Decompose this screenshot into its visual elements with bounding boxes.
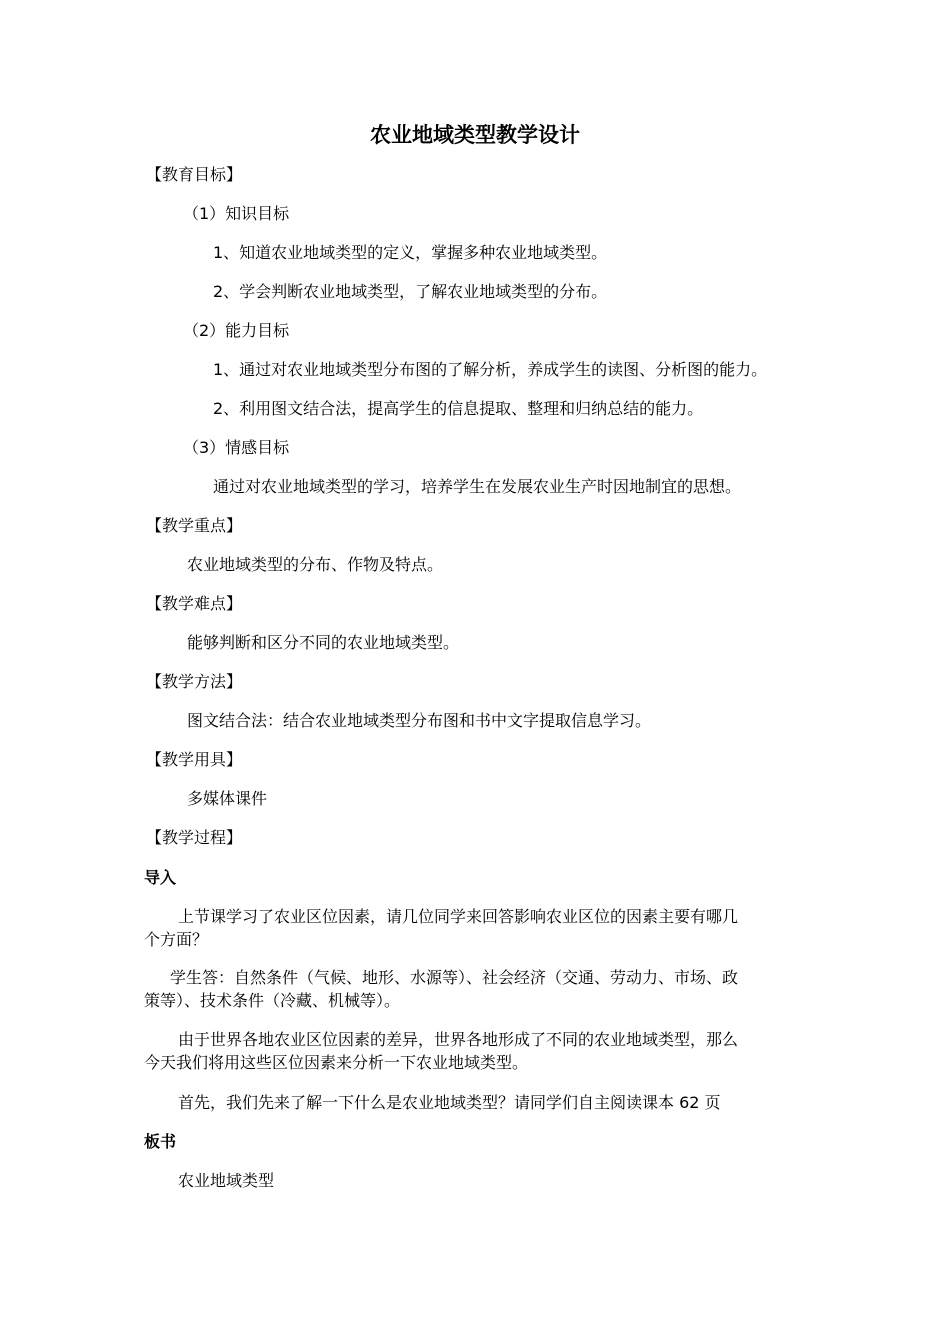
process-heading: 【教学过程】 xyxy=(146,828,243,847)
board-label: 板书 xyxy=(144,1132,177,1151)
difficulties-heading: 【教学难点】 xyxy=(146,594,243,613)
intro-paragraph-line: 策等）、技术条件（冷藏、机械等）。 xyxy=(144,991,401,1010)
intro-paragraph-line: 首先，我们先来了解一下什么是农业地域类型？请同学们自主阅读课本 62 页 xyxy=(178,1093,721,1112)
intro-paragraph-line: 今天我们将用这些区位因素来分析一下农业地域类型。 xyxy=(144,1053,529,1072)
emotion-objective-label: （3）情感目标 xyxy=(183,438,290,457)
tools-heading: 【教学用具】 xyxy=(146,750,243,769)
key-points-heading: 【教学重点】 xyxy=(146,516,243,535)
intro-paragraph-line: 学生答：自然条件（气候、地形、水源等）、社会经济（交通、劳动力、市场、政 xyxy=(170,968,739,987)
ability-objective-item: 2、利用图文结合法，提高学生的信息提取、整理和归纳总结的能力。 xyxy=(213,399,704,418)
knowledge-objective-label: （1）知识目标 xyxy=(183,204,290,223)
methods-text: 图文结合法：结合农业地域类型分布图和书中文字提取信息学习。 xyxy=(187,711,652,730)
intro-paragraph-line: 上节课学习了农业区位因素，请几位同学来回答影响农业区位的因素主要有哪几 xyxy=(178,907,739,926)
knowledge-objective-item: 1、知道农业地域类型的定义，掌握多种农业地域类型。 xyxy=(213,243,608,262)
intro-paragraph-line: 由于世界各地农业区位因素的差异，世界各地形成了不同的农业地域类型，那么 xyxy=(178,1030,739,1049)
methods-heading: 【教学方法】 xyxy=(146,672,243,691)
intro-paragraph-line: 个方面？ xyxy=(144,930,209,949)
ability-objective-item: 1、通过对农业地域类型分布图的了解分析，养成学生的读图、分析图的能力。 xyxy=(213,360,768,379)
knowledge-objective-item: 2、学会判断农业地域类型，了解农业地域类型的分布。 xyxy=(213,282,608,301)
key-points-text: 农业地域类型的分布、作物及特点。 xyxy=(187,555,444,574)
ability-objective-label: （2）能力目标 xyxy=(183,321,290,340)
objectives-heading: 【教育目标】 xyxy=(146,165,243,184)
document-title: 农业地域类型教学设计 xyxy=(370,123,580,147)
tools-text: 多媒体课件 xyxy=(187,789,268,808)
emotion-objective-text: 通过对农业地域类型的学习，培养学生在发展农业生产时因地制宜的思想。 xyxy=(213,477,742,496)
board-text: 农业地域类型 xyxy=(178,1171,275,1190)
difficulties-text: 能够判断和区分不同的农业地域类型。 xyxy=(187,633,460,652)
intro-label: 导入 xyxy=(144,868,177,887)
